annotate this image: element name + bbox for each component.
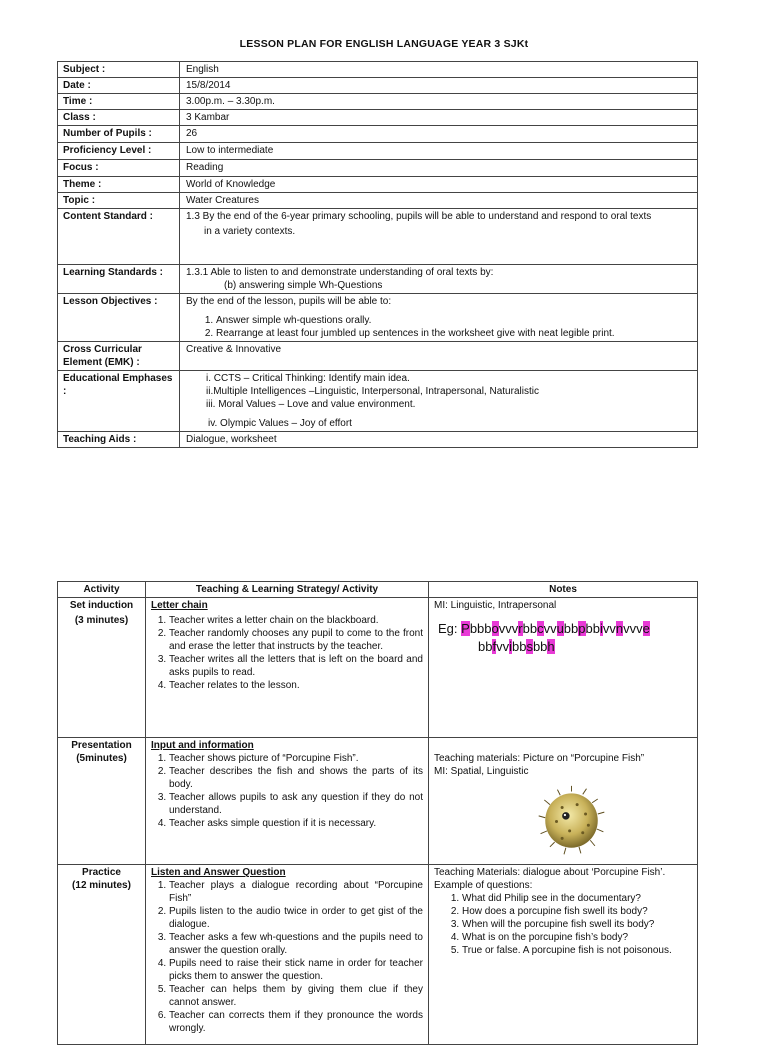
pupils-value: 26 <box>180 126 698 143</box>
subject-label: Subject : <box>58 62 180 78</box>
content-standard-label: Content Standard : <box>58 209 180 265</box>
practice-duration: (12 minutes) <box>72 880 131 891</box>
time-label: Time : <box>58 94 180 110</box>
theme-value: World of Knowledge <box>180 177 698 193</box>
chain-filler-letters: bb <box>511 639 527 654</box>
chain-filler-letters: vvv <box>498 621 519 636</box>
chain-prefix: Eg: <box>438 621 458 636</box>
notes-header: Notes <box>429 582 698 598</box>
chain-highlight-letter: e <box>642 621 650 636</box>
objectives-list <box>186 314 692 340</box>
learning-standards-label: Learning Standards : <box>58 265 180 294</box>
practice-steps <box>151 879 423 1035</box>
chain-highlight-letter: n <box>615 621 624 636</box>
chain-filler-letters: vv <box>602 621 616 636</box>
chain-highlight-letter: r <box>518 621 523 636</box>
step-item: 2. Teacher describes the fish and shows the parts of its body. <box>169 765 423 791</box>
practice-strategy <box>146 865 429 1045</box>
step-item: 1. Teacher shows picture of “Porcupine Fish”. <box>169 752 423 765</box>
step-item: 1. Teacher plays a dialogue recording about “Porcupine Fish” <box>169 879 423 905</box>
chain-filler-letters: bbb <box>469 621 492 636</box>
educational-emphases-value <box>180 371 698 432</box>
practice-subtitle: Listen and Answer Question <box>151 867 286 878</box>
activity-header: Activity <box>58 582 146 598</box>
proficiency-value: Low to intermediate <box>180 143 698 160</box>
chain-highlight-letter: i <box>599 621 603 636</box>
question-item: 1. What did Philip see in the documentary? <box>462 892 692 905</box>
lesson-plan-table <box>57 581 698 1045</box>
time-value: 3.00p.m. – 3.30p.m. <box>180 94 698 110</box>
step-item: 6. Teacher can corrects them if they pronounce the words wrongly. <box>169 1009 423 1035</box>
emphasis-item: iii. Moral Values – Love and value environment. <box>206 399 416 410</box>
presentation-duration: (5minutes) <box>76 753 127 764</box>
set-induction-steps <box>151 614 423 692</box>
step-item: 2. Teacher randomly chooses any pupil to come to the front and erase the letter that instructs by the teacher. <box>169 627 423 653</box>
educational-emphases-label: Educational Emphases : <box>58 371 180 432</box>
chain-highlight-letter: i <box>509 639 512 654</box>
practice-questions <box>434 892 692 957</box>
strategy-header: Teaching & Learning Strategy/ Activity <box>146 582 429 598</box>
set-induction-notes <box>429 598 698 738</box>
theme-label: Theme : <box>58 177 180 193</box>
chain-filler-letters: vv <box>543 621 557 636</box>
set-induction-duration: (3 minutes) <box>74 615 129 626</box>
emphasis-item: iv. Olympic Values – Joy of effort <box>208 418 352 429</box>
step-item: 2. Pupils listen to the audio twice in order to get gist of the dialogue. <box>169 905 423 931</box>
chain-highlight-letter: f <box>492 639 497 654</box>
chain-filler-letters: bb <box>563 621 579 636</box>
set-induction-strategy <box>146 598 429 738</box>
focus-value: Reading <box>180 160 698 177</box>
presentation-cell <box>58 738 146 865</box>
chain-filler-letters: vvv <box>623 621 643 636</box>
presentation-steps <box>151 752 423 830</box>
chain-filler-letters: bb <box>585 621 600 636</box>
letter-chain-2 <box>478 639 555 654</box>
step-item: 3. Teacher allows pupils to ask any question if they do not understand. <box>169 791 423 817</box>
porcupine-fish-image <box>534 784 609 859</box>
emphasis-item: ii.Multiple Intelligences –Linguistic, Interpersonal, Intrapersonal, Naturalistic <box>206 386 539 397</box>
letter-chain-line1 <box>438 620 692 638</box>
cross-curricular-label: Cross Curricular Element (EMK) : <box>58 342 180 371</box>
chain-filler-letters: vv <box>496 639 510 654</box>
step-item: 4. Teacher relates to the lesson. <box>169 679 423 692</box>
chain-highlight-letter: u <box>556 621 564 636</box>
content-standard-line2: in a variety contexts. <box>204 226 296 237</box>
practice-example-label: Example of questions: <box>434 880 533 891</box>
presentation-name: Presentation <box>71 740 132 751</box>
teaching-aids-value: Dialogue, worksheet <box>180 432 698 448</box>
step-item: 5. Teacher can helps them by giving them clue if they cannot answer. <box>169 983 423 1009</box>
practice-cell <box>58 865 146 1045</box>
presentation-strategy <box>146 738 429 865</box>
chain-highlight-letter: c <box>537 621 544 636</box>
presentation-materials: Teaching materials: Picture on “Porcupine Fish” <box>434 753 645 764</box>
question-item: 4. What is on the porcupine fish’s body? <box>462 931 692 944</box>
teaching-aids-label: Teaching Aids : <box>58 432 180 448</box>
content-standard-value <box>180 209 698 265</box>
objective-item: 1. Answer simple wh-questions orally. <box>216 314 692 327</box>
presentation-mi: MI: Spatial, Linguistic <box>434 766 529 777</box>
chain-filler-letters: bb <box>532 639 548 654</box>
objectives-label: Lesson Objectives : <box>58 294 180 342</box>
class-label: Class : <box>58 110 180 126</box>
letter-chain-line2 <box>438 638 692 656</box>
presentation-subtitle: Input and information <box>151 740 254 751</box>
topic-value: Water Creatures <box>180 193 698 209</box>
question-item: 5. True or false. A porcupine fish is not poisonous. <box>462 944 692 957</box>
chain-filler-letters: bb <box>522 621 538 636</box>
objectives-value <box>180 294 698 342</box>
step-item: 3. Teacher asks a few wh-questions and the pupils need to answer the question orally. <box>169 931 423 957</box>
pupils-label: Number of Pupils : <box>58 126 180 143</box>
lesson-info-table <box>57 61 698 448</box>
topic-label: Topic : <box>58 193 180 209</box>
chain-highlight-letter: s <box>526 639 533 654</box>
page-title: LESSON PLAN FOR ENGLISH LANGUAGE YEAR 3 SJKt <box>239 38 529 50</box>
proficiency-label: Proficiency Level : <box>58 143 180 160</box>
chain-filler-letters: bb <box>478 639 493 654</box>
chain-highlight-letter: o <box>491 621 499 636</box>
letter-chain-1 <box>461 621 650 636</box>
objective-item: 2. Rearrange at least four jumbled up sentences in the worksheet give with neat legible print. <box>216 327 692 340</box>
learning-standards-line1: 1.3.1 Able to listen to and demonstrate understanding of oral texts by: <box>186 267 494 278</box>
learning-standards-line2: (b) answering simple Wh-Questions <box>224 280 383 291</box>
practice-notes <box>429 865 698 1045</box>
presentation-notes <box>429 738 698 865</box>
date-label: Date : <box>58 78 180 94</box>
chain-highlight-letter: h <box>547 639 555 654</box>
set-induction-subtitle: Letter chain <box>151 600 208 611</box>
practice-name: Practice <box>82 867 121 878</box>
question-item: 3. When will the porcupine fish swell its body? <box>462 918 692 931</box>
set-induction-mi: MI: Linguistic, Intrapersonal <box>434 600 557 611</box>
focus-label: Focus : <box>58 160 180 177</box>
step-item: 4. Pupils need to raise their stick name in order for teacher picks them to answer the question. <box>169 957 423 983</box>
practice-materials: Teaching Materials: dialogue about ‘Porcupine Fish’. <box>434 867 666 878</box>
date-value: 15/8/2014 <box>180 78 698 94</box>
step-item: 1. Teacher writes a letter chain on the blackboard. <box>169 614 423 627</box>
cross-curricular-value: Creative & Innovative <box>180 342 698 371</box>
step-item: 3. Teacher writes all the letters that is left on the board and asks pupils to read. <box>169 653 423 679</box>
question-item: 2. How does a porcupine fish swell its body? <box>462 905 692 918</box>
subject-value: English <box>180 62 698 78</box>
emphasis-item: i. CCTS – Critical Thinking: Identify main idea. <box>206 373 410 384</box>
class-value: 3 Kambar <box>180 110 698 126</box>
chain-highlight-letter: P <box>461 621 470 636</box>
chain-highlight-letter: p <box>578 621 586 636</box>
set-induction-name: Set induction <box>69 600 134 611</box>
content-standard-line1: 1.3 By the end of the 6-year primary schooling, pupils will be able to understand and respond to oral texts <box>186 211 652 222</box>
set-induction-cell <box>58 598 146 738</box>
step-item: 4. Teacher asks simple question if it is necessary. <box>169 817 423 830</box>
learning-standards-value <box>180 265 698 294</box>
objectives-intro: By the end of the lesson, pupils will be able to: <box>186 296 392 307</box>
